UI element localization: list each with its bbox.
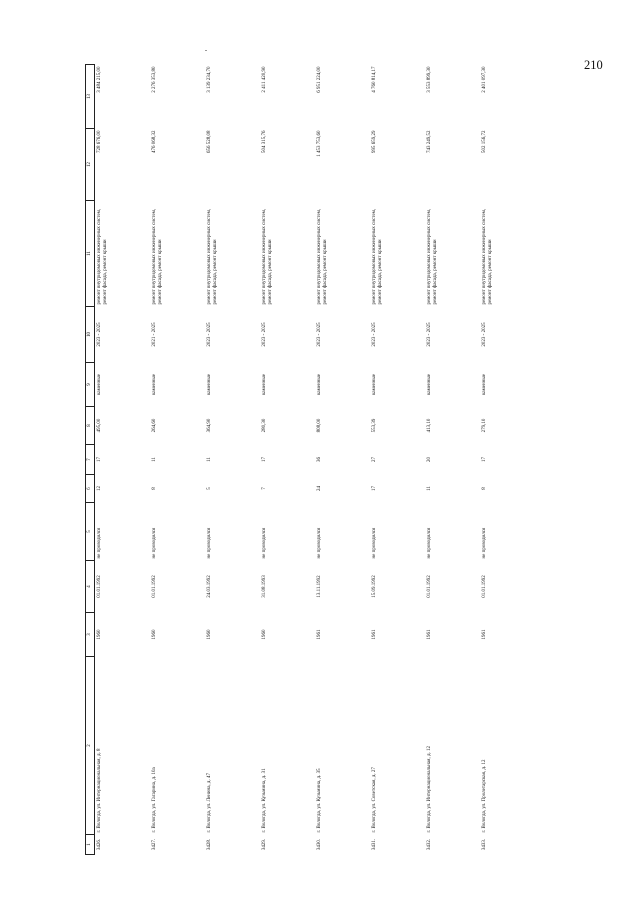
period-cell: 2023 - 2025: [372, 322, 377, 347]
status-cell: не проводился: [482, 527, 487, 559]
area-cell: 495,00: [97, 418, 102, 433]
cost-cell: 728 676,00: [97, 130, 102, 153]
works-cell: ремонт внутридомовых инженерных систем, ремонт фасада, ремонт крыши: [97, 208, 108, 305]
count-cell: 8: [152, 487, 157, 490]
works-cell: ремонт внутридомовых инженерных систем, ремонт фасада, ремонт крыши: [372, 208, 383, 305]
total-cell: 2 401 097,30: [482, 66, 487, 93]
count-cell: 7: [262, 487, 267, 490]
date-cell: 15.09.1992: [372, 575, 377, 598]
total-cell: 2 411 420,90: [262, 66, 267, 93]
area-cell: 553,39: [372, 418, 377, 433]
row-number: 3433.: [482, 838, 487, 851]
count-cell: 27: [372, 457, 377, 462]
year-cell: 1961: [317, 629, 322, 640]
address-cell: г. Вологда, ул. Кузьмина, д. 31: [262, 768, 267, 833]
count-cell: 11: [207, 457, 212, 462]
wall-material-cell: каменные: [317, 374, 322, 395]
status-cell: не проводился: [97, 527, 102, 559]
col-header: 1: [86, 835, 95, 855]
works-cell: ремонт внутридомовых инженерных систем, ремонт фасада, ремонт крыши: [317, 208, 328, 305]
wall-material-cell: каменные: [152, 374, 157, 395]
total-cell: 6 951 224,00: [317, 66, 322, 93]
date-cell: 24.03.1992: [207, 575, 212, 598]
count-cell: 17: [97, 457, 102, 462]
date-cell: 01.01.1992: [482, 575, 487, 598]
count-cell: 20: [427, 457, 432, 462]
col-header: 13: [86, 65, 95, 129]
cost-cell: 504 315,76: [262, 130, 267, 153]
count-cell: 17: [372, 486, 377, 491]
col-header: 2: [86, 657, 95, 835]
row-number: 3426.: [97, 838, 102, 851]
area-cell: 413,10: [427, 418, 432, 433]
row-number: 3429.: [262, 838, 267, 851]
period-cell: 2023 - 2025: [317, 322, 322, 347]
total-cell: 2 276 353,80: [152, 66, 157, 93]
period-cell: 2021 - 2025: [152, 322, 157, 347]
period-cell: 2023 - 2025: [262, 322, 267, 347]
col-header: 5: [86, 503, 95, 561]
cost-cell: 476 068,32: [152, 130, 157, 153]
address-cell: г. Вологда, ул. Гагарина, д. 10а: [152, 767, 157, 833]
cost-cell: 995 659,29: [372, 130, 377, 153]
col-header: 7: [86, 445, 95, 475]
table-row: [150, 65, 205, 855]
date-cell: 31.08.1993: [262, 575, 267, 598]
count-cell: 17: [482, 457, 487, 462]
col-header: 8: [86, 407, 95, 445]
status-cell: не проводился: [427, 527, 432, 559]
col-header: 9: [86, 363, 95, 407]
works-cell: ремонт внутридомовых инженерных систем, ремонт фасада, ремонт крыши: [427, 208, 438, 305]
wall-material-cell: каменные: [372, 374, 377, 395]
table-row: [95, 65, 151, 855]
row-number: 3427.: [152, 838, 157, 851]
scan-speck: [205, 50, 207, 51]
col-header: 11: [86, 201, 95, 307]
total-cell: 3 484 215,00: [97, 66, 102, 93]
table-row: [205, 65, 260, 855]
column-number-row: [86, 65, 95, 855]
status-cell: не проводился: [207, 527, 212, 559]
area-cell: 279,10: [482, 418, 487, 433]
date-cell: 13.11.1992: [317, 575, 322, 598]
works-cell: ремонт внутридомовых инженерных систем, ремонт фасада, ремонт крыши: [207, 208, 218, 305]
row-number: 3431.: [372, 838, 377, 851]
table-row: [370, 65, 425, 855]
total-cell: 3 139 234,70: [207, 66, 212, 93]
year-cell: 1961: [482, 629, 487, 640]
row-number: 3430.: [317, 838, 322, 851]
year-cell: 1960: [152, 629, 157, 640]
count-cell: 12: [97, 486, 102, 491]
col-header: 10: [86, 307, 95, 363]
status-cell: не проводился: [372, 527, 377, 559]
year-cell: 1960: [207, 629, 212, 640]
count-cell: 24: [317, 486, 322, 491]
works-cell: ремонт внутридомовых инженерных систем, ремонт фасада, ремонт крыши: [482, 208, 493, 305]
count-cell: 8: [482, 487, 487, 490]
period-cell: 2023 - 2025: [207, 322, 212, 347]
area-cell: 264,60: [152, 418, 157, 433]
date-cell: 01.01.1992: [427, 575, 432, 598]
housing-repair-table: [85, 64, 535, 855]
year-cell: 1961: [372, 629, 377, 640]
row-number: 3428.: [207, 838, 212, 851]
address-cell: г. Вологда, ул. Советская, д. 27: [372, 767, 377, 833]
table-row: [425, 65, 480, 855]
address-cell: г. Вологда, ул. Кузьмина, д. 35: [317, 768, 322, 833]
period-cell: 2023 - 2025: [482, 322, 487, 347]
area-cell: 808,00: [317, 418, 322, 433]
wall-material-cell: каменные: [262, 374, 267, 395]
page-number: 210: [584, 58, 603, 72]
cost-cell: 743 249,52: [427, 130, 432, 153]
col-header: 6: [86, 475, 95, 503]
count-cell: 5: [207, 487, 212, 490]
table-row: [315, 65, 370, 855]
address-cell: г. Вологда, ул. Пролетарская, д. 12: [482, 759, 487, 833]
count-cell: 11: [427, 486, 432, 491]
year-cell: 1961: [427, 629, 432, 640]
total-cell: 4 760 814,17: [372, 66, 377, 93]
wall-material-cell: каменные: [427, 374, 432, 395]
rotated-table-area: [85, 65, 600, 855]
year-cell: 1960: [97, 629, 102, 640]
date-cell: 01.01.1992: [97, 575, 102, 598]
wall-material-cell: каменные: [207, 374, 212, 395]
count-cell: 11: [152, 457, 157, 462]
wall-material-cell: каменные: [482, 374, 487, 395]
period-cell: 2023 - 2025: [427, 322, 432, 347]
works-cell: ремонт внутридомовых инженерных систем, ремонт фасада, ремонт крыши: [152, 208, 163, 305]
table-row: [260, 65, 315, 855]
col-header: 12: [86, 129, 95, 201]
count-cell: 36: [317, 457, 322, 462]
status-cell: не проводился: [262, 527, 267, 559]
address-cell: г. Вологда, ул. Интернациональная, д. 12: [427, 746, 432, 833]
cost-cell: 502 156,72: [482, 130, 487, 153]
col-header: 3: [86, 613, 95, 657]
row-number: 3432.: [427, 838, 432, 851]
period-cell: 2023 - 2025: [97, 322, 102, 347]
col-header: 4: [86, 561, 95, 613]
status-cell: не проводился: [317, 527, 322, 559]
address-cell: г. Вологда, ул. Ленина, д. 47: [207, 773, 212, 833]
cost-cell: 656 528,08: [207, 130, 212, 153]
area-cell: 280,30: [262, 418, 267, 433]
date-cell: 01.01.1992: [152, 575, 157, 598]
address-cell: г. Вологда, ул. Интернациональная, д. 8: [97, 748, 102, 833]
count-cell: 17: [262, 457, 267, 462]
cost-cell: 1 453 753,60: [317, 130, 322, 157]
year-cell: 1960: [262, 629, 267, 640]
total-cell: 3 553 899,30: [427, 66, 432, 93]
area-cell: 364,90: [207, 418, 212, 433]
works-cell: ремонт внутридомовых инженерных систем, ремонт фасада, ремонт крыши: [262, 208, 273, 305]
status-cell: не проводился: [152, 527, 157, 559]
wall-material-cell: каменные: [97, 374, 102, 395]
table-row: [480, 65, 535, 855]
